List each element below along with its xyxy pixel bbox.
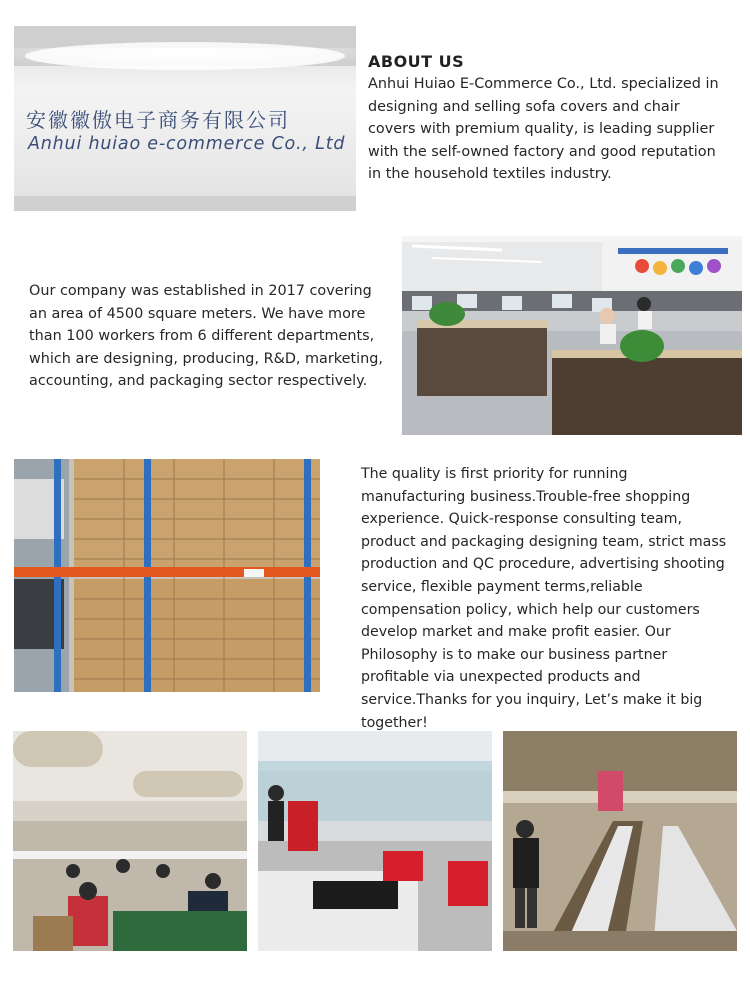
warehouse-photo — [14, 459, 320, 692]
sewing-workshop-photo — [13, 731, 247, 951]
company-text: Our company was established in 2017 covering an area of 4500 square meters. We have more than 100 workers from 6 different departments, which are designing, producing, R&D, marketing, accounting, and packaging sector respectively. — [29, 283, 383, 390]
sign-english-text: Anhui huiao e-commerce Co., Ltd — [28, 134, 346, 154]
packing-workshop-photo — [258, 731, 492, 951]
about-us-text: Anhui Huiao E-Commerce Co., Ltd. specialized in designing and selling sofa covers and chair covers with premium quality, is leading supplier with the self-owned factory and good reputation in the household textiles industry. — [368, 76, 719, 183]
sign-chinese-text: 安徽徽傲电子商务有限公司 — [26, 108, 290, 132]
about-us-title: ABOUT US — [368, 52, 465, 71]
printing-workshop-photo — [503, 731, 737, 951]
quality-text: The quality is first priority for running manufacturing business.Trouble-free shopping experience. Quick-response consulting team, product and packaging designing team, strict mass production and QC procedure, advertising shooting service, flexible payment terms,reliable compensation policy, which help our customers develop market and make profit easier. Our Philosophy is to make our business partner profitable via unexpected products and service.Thanks for you inquiry, Let’s make it big together! — [361, 466, 727, 731]
office-photo — [402, 236, 742, 435]
company-sign-photo — [14, 26, 356, 211]
